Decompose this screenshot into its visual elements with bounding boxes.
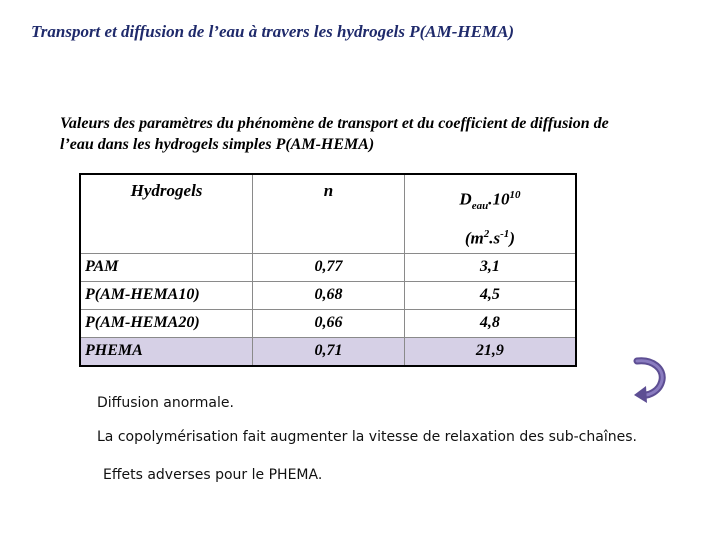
header-hydrogels: Hydrogels [130, 181, 203, 200]
cell-hydrogel: PHEMA [80, 337, 253, 366]
table-row [80, 337, 576, 366]
header-d-eau: $D_{eau}.10^{10}$ $(m^2.s^{-1})$ [404, 174, 576, 253]
cell-d-eau: 21,9 [404, 337, 576, 366]
cell-n: 0,77 [253, 253, 405, 281]
cell-n: 0,66 [253, 309, 405, 337]
table-row [80, 281, 576, 309]
header-n: n [253, 174, 405, 253]
hydrogel-table [79, 173, 577, 367]
note-adverse-effects: Effets adverses pour le PHEMA. [103, 467, 323, 483]
slide-title: Transport et diffusion de l’eau à travers les hydrogels P(AM-HEMA) [31, 22, 515, 41]
cell-d-eau: 4,8 [404, 309, 576, 337]
table-row [80, 309, 576, 337]
curved-arrow-icon [631, 355, 671, 407]
cell-hydrogel: PAM [85, 258, 119, 276]
table-row [80, 253, 576, 281]
cell-hydrogel: P(AM-HEMA20) [85, 314, 200, 332]
cell-d-eau: 4,5 [404, 281, 576, 309]
cell-n: 0,71 [253, 337, 405, 366]
cell-hydrogel: P(AM-HEMA10) [85, 286, 200, 304]
cell-d-eau: 3,1 [404, 253, 576, 281]
note-anomalous-diffusion: Diffusion anormale. [97, 395, 234, 411]
table-header-row [80, 174, 576, 253]
cell-n: 0,68 [253, 281, 405, 309]
note-copolymerization: La copolymérisation fait augmenter la vitesse de relaxation des sub-chaînes. [97, 429, 637, 445]
table-caption: Valeurs des paramètres du phénomène de transport et du coefficient de diffusion de l’eau dans les hydrogels simples P(AM-HEMA) [60, 115, 609, 153]
